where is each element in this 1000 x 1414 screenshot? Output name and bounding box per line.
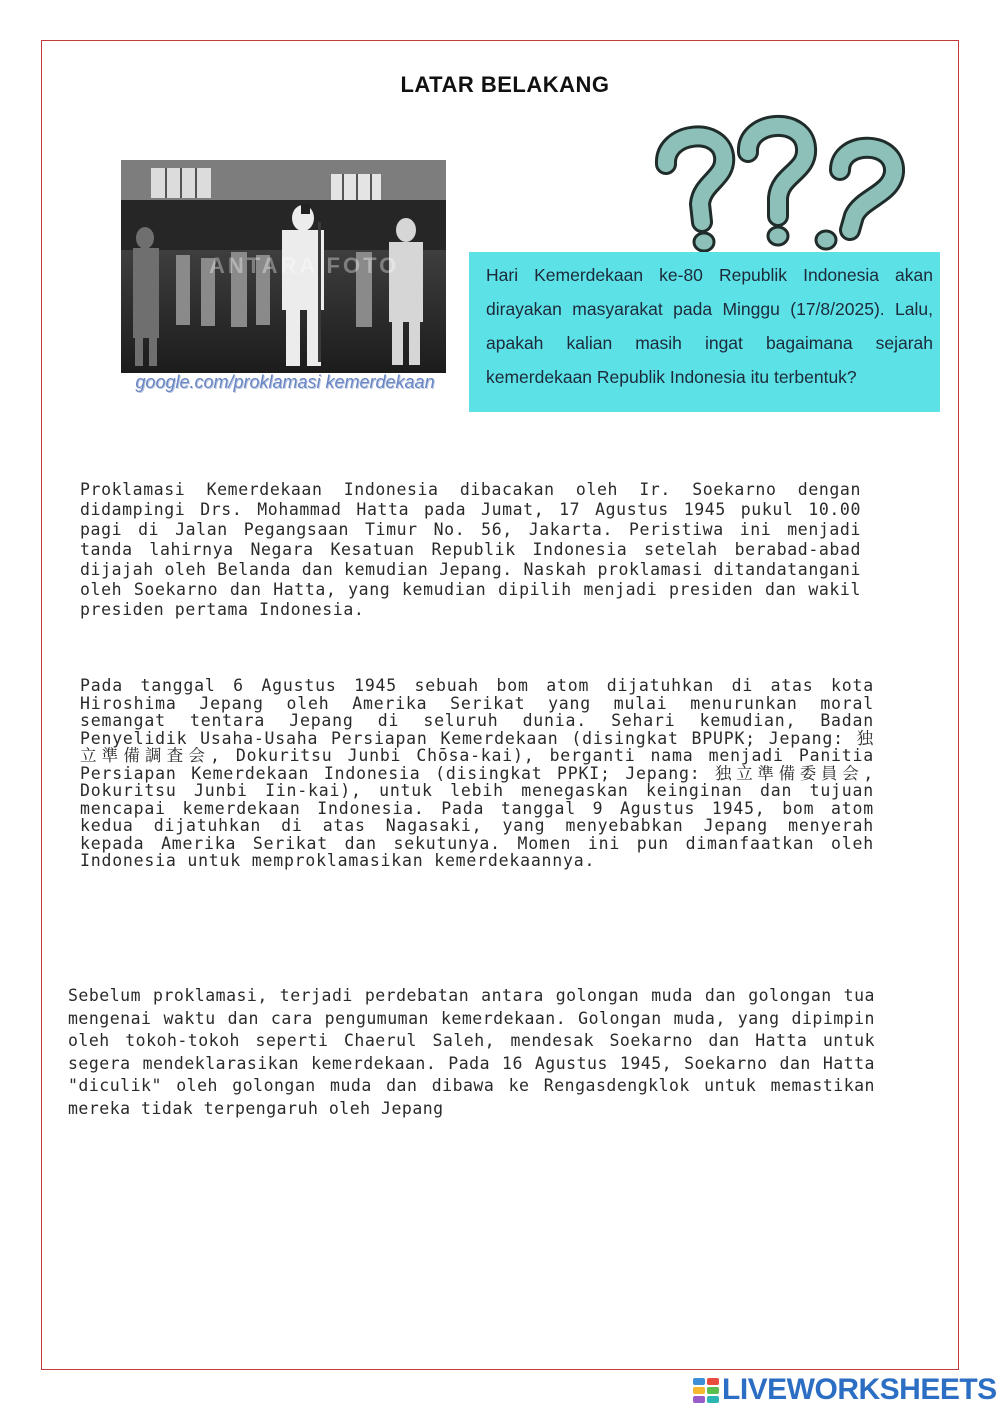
question-marks-icon [650, 112, 915, 257]
intro-callout-box [469, 252, 940, 412]
intro-callout-text: Hari Kemerdekaan ke-80 Republik Indonesia akan dirayakan masyarakat pada Minggu (17/8/2025). Lalu, apakah kalian masih ingat bagaimana sejarah kemerdekaan Republik Indonesia itu terbentuk? [486, 265, 933, 387]
liveworksheets-logo-icon [692, 1376, 720, 1404]
paragraph-proclamation: Proklamasi Kemerdekaan Indonesia dibacakan oleh Ir. Soekarno dengan didampingi Drs. Mohammad Hatta pada Jumat, 17 Agustus 1945 pukul 10.00 pagi di Jalan Pegangsaan Timur No. 56, Jakarta. Peristiwa ini menjadi tanda lahirnya Negara Kesatuan Republik Indonesia setelah berabad-abad dijajah oleh Belanda dan kemudian Jepang. Naskah proklamasi ditandatangani oleh Soekarno dan Hatta, yang kemudian dipilih menjadi presiden dan wakil presiden pertama Indonesia. [80, 480, 861, 619]
proclamation-photo [121, 160, 446, 373]
photo-watermark: ANTARA FOTO [209, 253, 400, 278]
paragraph-atomic-bomb: Pada tanggal 6 Agustus 1945 sebuah bom atom dijatuhkan di atas kota Hiroshima Jepang oleh Amerika Serikat yang mulai menurunkan moral semangat tentara Jepang di seluruh dunia. Sehari kemudian, Badan Penyelidik Usaha-Usaha Persiapan Kemerdekaan (disingkat BPUPK; Jepang: 独立準備調査会, Dokuritsu Junbi Chōsa-kai), berganti nama menjadi Panitia Persiapan Kemerdekaan Indonesia (disingkat PPKI; Jepang: 独立準備委員会, Dokuritsu Junbi Iin-kai), untuk lebih menegaskan keinginan dan tujuan mencapai kemerdekaan Indonesia. Pada tanggal 9 Agustus 1945, bom atom kedua dijatuhkan di atas Nagasaki, yang menyebabkan Jepang menyerah kepada Amerika Serikat dan sekutunya. Momen ini pun dimanfaatkan oleh Indonesia untuk memproklamasikan kemerdekaannya. [80, 676, 874, 870]
paragraph-rengasdengklok: Sebelum proklamasi, terjadi perdebatan antara golongan muda dan golongan tua mengenai waktu dan cara pengumuman kemerdekaan. Golongan muda, yang dipimpin oleh tokoh-tokoh seperti Chaerul Saleh, mendesak Soekarno dan Hatta untuk segera mendeklarasikan kemerdekaan. Pada 16 Agustus 1945, Soekarno dan Hatta "diculik" oleh golongan muda dan dibawa ke Rengasdengklok untuk memastikan mereka tidak terpengaruh oleh Jepang [68, 986, 875, 1118]
photo-caption: google.com/proklamasi kemerdekaan [135, 372, 435, 392]
liveworksheets-wordmark: LIVEWORKSHEETS [722, 1373, 997, 1406]
liveworksheets-brand[interactable] [692, 1372, 997, 1408]
page-title: LATAR BELAKANG [400, 72, 610, 97]
proclamation-photo-image [121, 160, 446, 373]
